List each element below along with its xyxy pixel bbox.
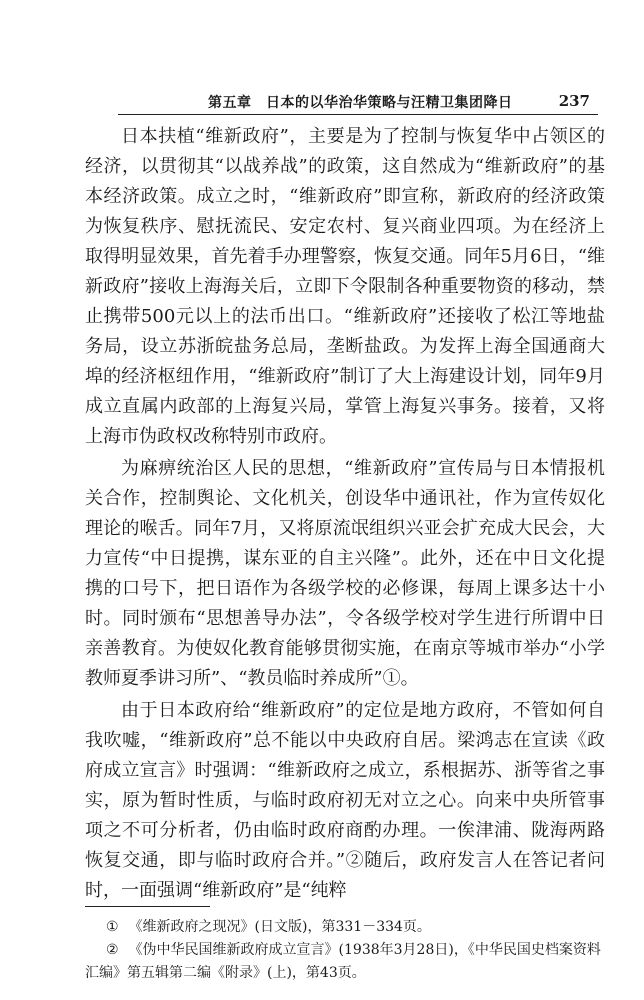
footnote-text: 《维新政府之现况》(日文版)，第331－334页。 [128,919,431,935]
page-number: 237 [558,92,590,110]
footnote [85,939,605,985]
footnote-mark: ② [106,942,119,958]
footnote-mark: ① [106,919,119,935]
paragraph: 为麻痹统治区人民的思想，“维新政府”宣传局与日本情报机关合作，控制舆论、文化机关，创设华中通讯社，作为宣传奴化理论的喉舌。同年7月，又将原流氓组织兴亚会扩充成大民会，大力宣传“中日提携，谋东亚的自主兴隆”。此外，还在中日文化提携的口号下，把日语作为各级学校的必修课，每周上课多达十小时。同时颁布“思想善导办法”，令各级学校对学生进行所谓中日亲善教育。为使奴化教育能够贯彻实施，在南京等城市举办“小学教师夏季讲习所”、“教员临时养成所”①。 [85,458,605,689]
running-header [118,92,598,116]
footnote-rule [85,906,210,907]
paragraph: 由于日本政府给“维新政府”的定位是地方政府，不管如何自我吹嘘，“维新政府”总不能以中央政府自居。梁鸿志在宣读《政府成立宣言》时强调：“维新政府之成立，系根据苏、浙等省之事实，原为暂时性质，与临时政府初无对立之心。向来中央所管事项之不可分析者，仍由临时政府商酌办理。一俟津浦、陇海两路恢复交通，即与临时政府合并。”②随后，政府发言人在答记者问时，一面强调“维新政府”是“纯粹 [85,700,605,901]
footnotes [85,916,605,985]
paragraph: 日本扶植“维新政府”，主要是为了控制与恢复华中占领区的经济，以贯彻其“以战养战”的政策，这自然成为“维新政府”的基本经济政策。成立之时，“维新政府”即宣称，新政府的经济政策为恢复秩序、慰抚流民、安定农村、复兴商业四项。为在经济上取得明显效果，首先着手办理警察，恢复交通。同年5月6日，“维新政府”接收上海海关后，立即下令限制各种重要物资的移动，禁止携带500元以上的法币出口。“维新政府”还接收了松江等地盐务局，设立苏浙皖盐务总局，垄断盐政。为发挥上海全国通商大埠的经济枢纽作用，“维新政府”制订了大上海建设计划，同年9月成立直属内政部的上海复兴局，掌管上海复兴事务。接着，又将上海市伪政权改称特别市政府。 [85,126,605,447]
footnote-text: 《伪中华民国维新政府成立宣言》(1938年3月28日)，《中华民国史档案资料汇编》第五辑第二编《附录》(上)，第43页。 [85,942,601,981]
header-rule [118,114,598,115]
chapter-title: 第五章 日本的以华治华策略与汪精卫集团降日 [208,95,513,111]
body-text [85,122,605,906]
footnote [85,916,605,939]
